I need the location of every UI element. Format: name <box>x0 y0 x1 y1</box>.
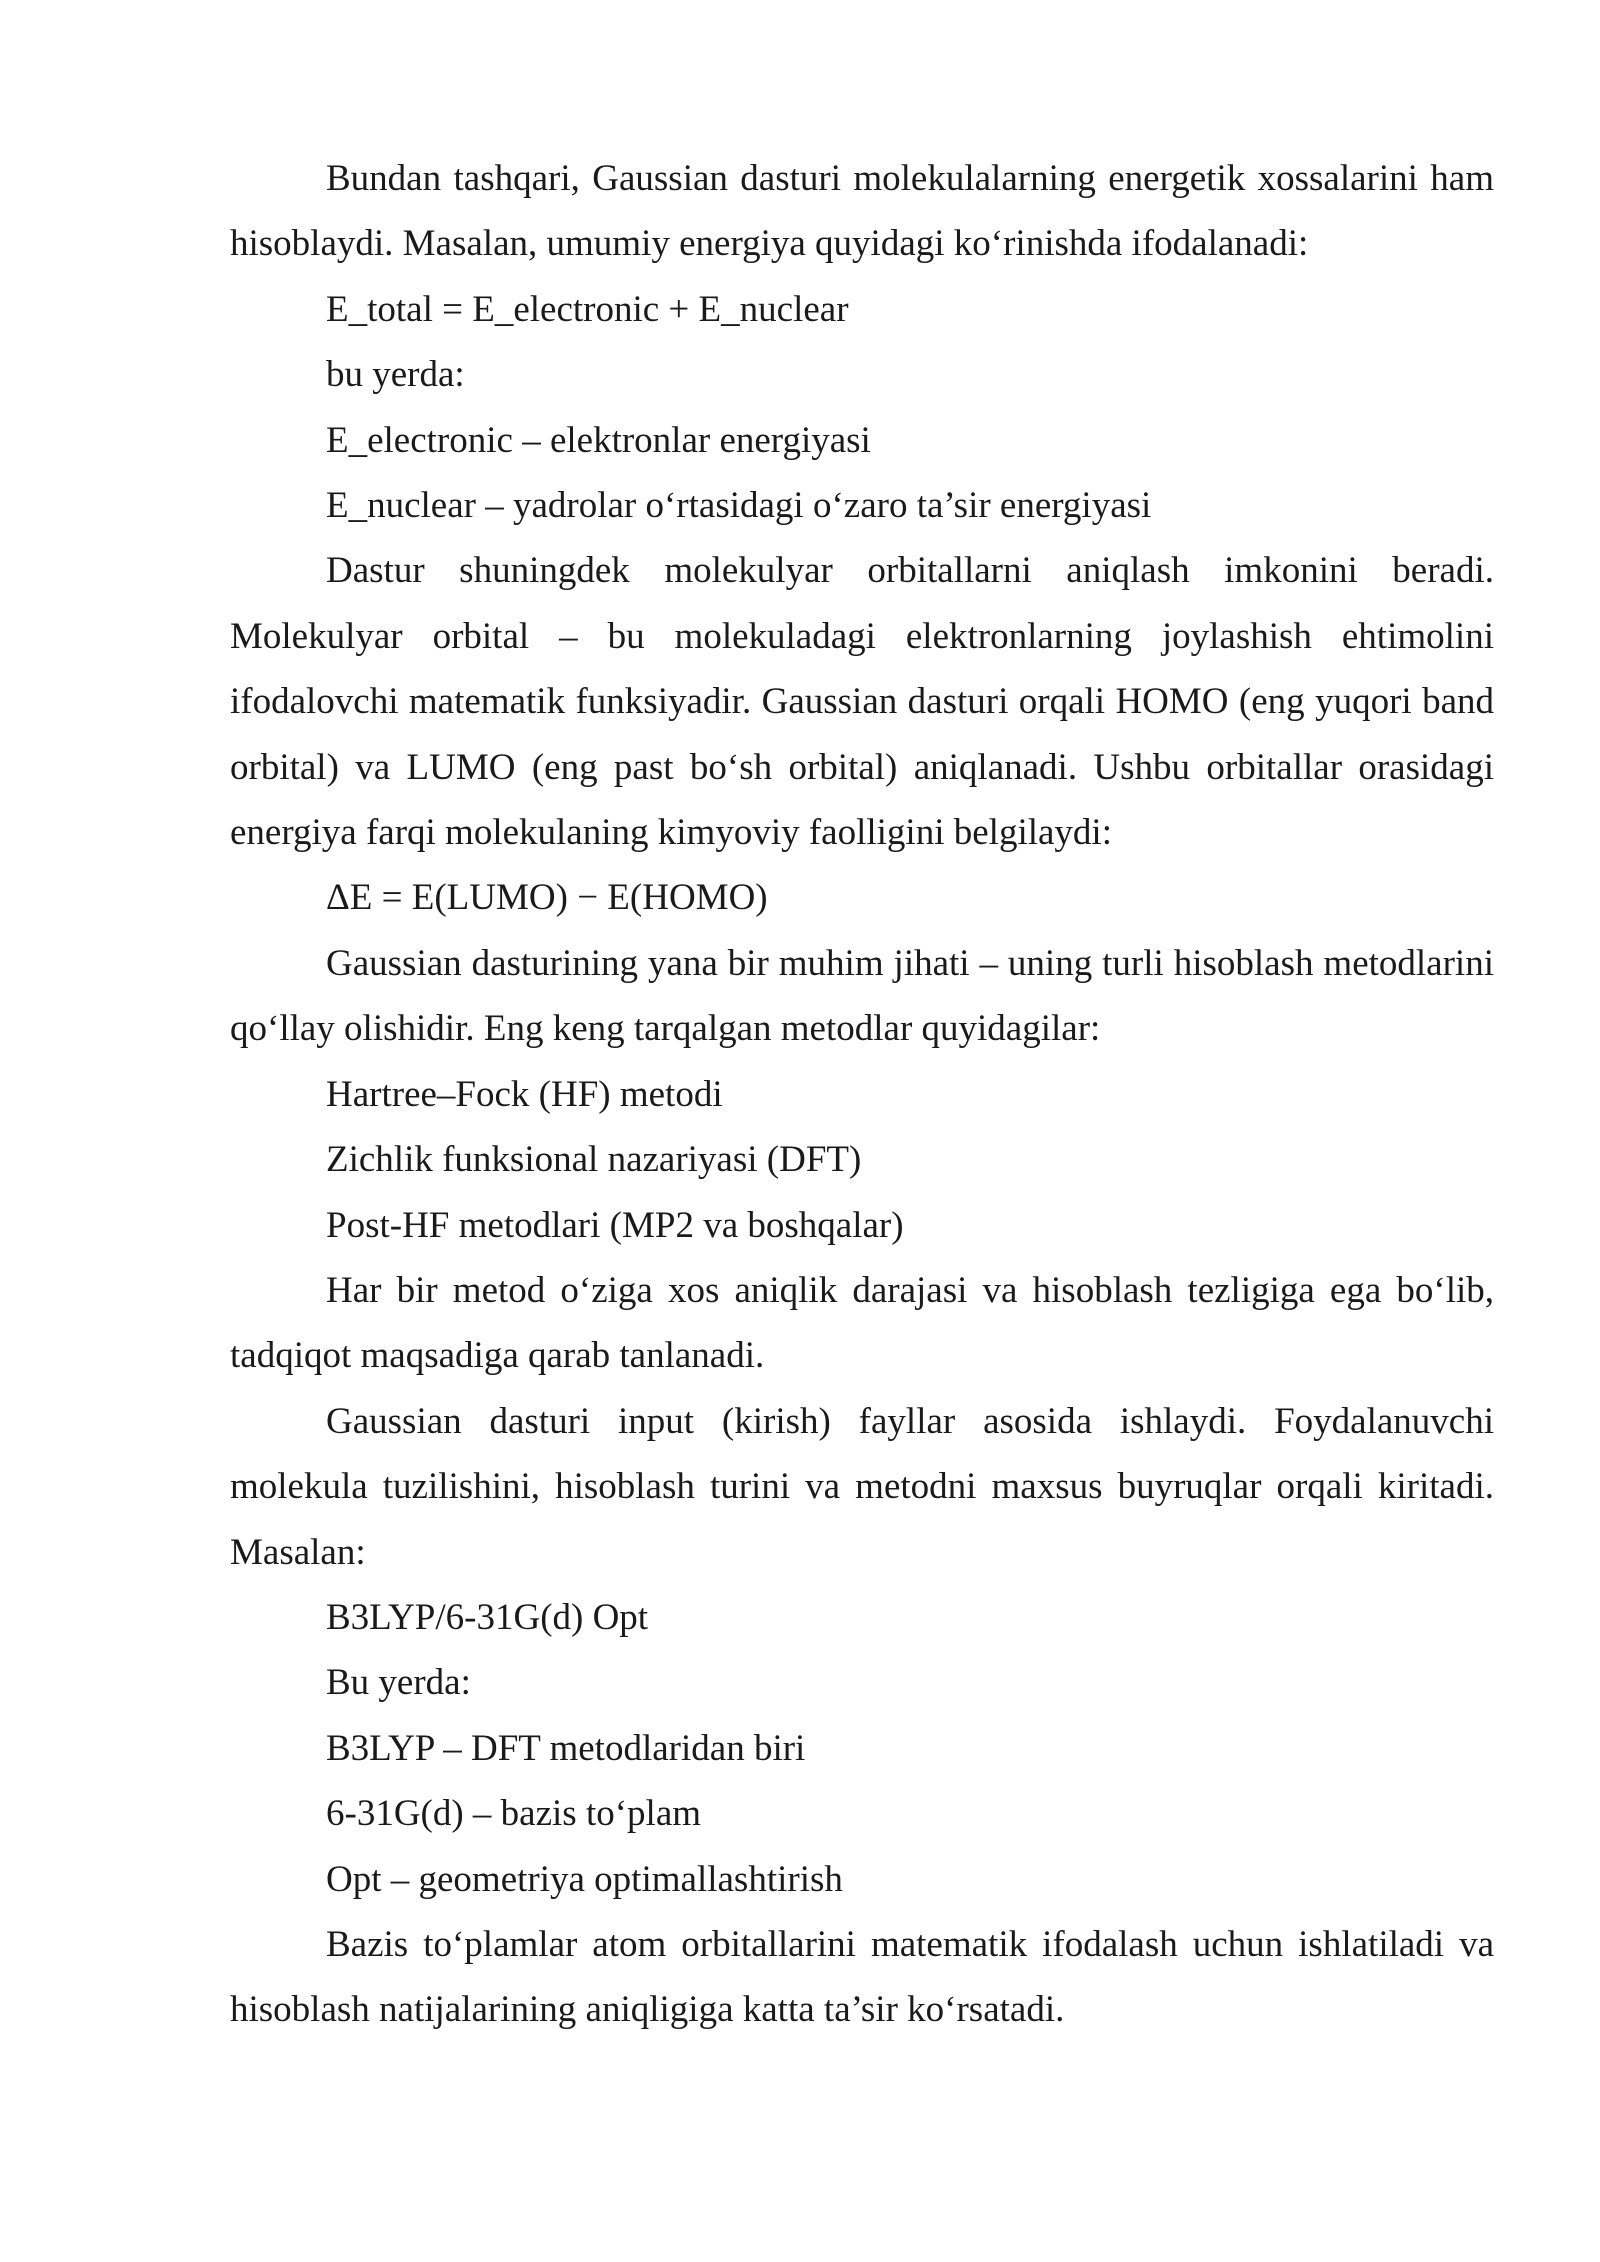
paragraph-methods-intro: Gaussian dasturining yana bir muhim jihati – uning turli hisoblash metodlarini qo‘llay olishidir. Eng keng tarqalgan metodlar quyidagilar: <box>230 942 1494 1050</box>
definition-opt: Opt – geometriya optimallashtirish <box>326 1858 843 1900</box>
method-item-dft: Zichlik funksional nazariyasi (DFT) <box>326 1139 862 1181</box>
document-page <box>230 146 1494 2043</box>
paragraph-basis-sets: Bazis to‘plamlar atom orbitallarini matematik ifodalash uchun ishlatiladi va hisoblash natijalarining aniqligiga katta ta’sir ko‘rsatadi. <box>230 1923 1494 2031</box>
definition-b3lyp: B3LYP – DFT metodlaridan biri <box>326 1727 806 1769</box>
paragraph-orbitals: Dastur shuningdek molekulyar orbitallarni aniqlash imkonini beradi. Molekulyar orbital – bu molekuladagi elektronlarning joylashish ehtimolini ifodalovchi matematik funksiyadir. Gaussian dasturi orqali HOMO (eng yuqori band orbital) va LUMO (eng past bo‘sh orbital) aniqlanadi. Ushbu orbitallar orasidagi energiya farqi molekulaning kimyoviy faolligini belgilaydi: <box>230 550 1494 854</box>
formula-energy-gap: ΔE = E(LUMO) − E(HOMO) <box>326 877 768 919</box>
formula-total-energy: E_total = E_electronic + E_nuclear <box>326 288 849 330</box>
definition-electronic: E_electronic – elektronlar energiyasi <box>326 419 871 461</box>
paragraph-energy-intro: Bundan tashqari, Gaussian dasturi molekulalarning energetik xossalarini ham hisoblaydi. Masalan, umumiy energiya quyidagi ko‘rinishda ifodalanadi: <box>230 158 1494 265</box>
example-command: B3LYP/6-31G(d) Opt <box>326 1596 649 1638</box>
method-item-post-hf: Post-HF metodlari (MP2 va boshqalar) <box>326 1204 904 1246</box>
paragraph-input-files: Gaussian dasturi input (kirish) fayllar asosida ishlaydi. Foydalanuvchi molekula tuzilishini, hisoblash turini va metodni maxsus buyruqlar orqali kiritadi. Masalan: <box>230 1400 1494 1573</box>
definition-nuclear: E_nuclear – yadrolar o‘rtasidagi o‘zaro ta’sir energiyasi <box>326 485 1152 527</box>
where-label-2: Bu yerda: <box>326 1662 471 1704</box>
method-item-hf: Hartree–Fock (HF) metodi <box>326 1073 723 1115</box>
paragraph-method-choice: Har bir metod o‘ziga xos aniqlik darajasi va hisoblash tezligiga ega bo‘lib, tadqiqot maqsadiga qarab tanlanadi. <box>230 1269 1494 1377</box>
where-label: bu yerda: <box>326 354 465 396</box>
definition-basis-set: 6-31G(d) – bazis to‘plam <box>326 1793 702 1835</box>
